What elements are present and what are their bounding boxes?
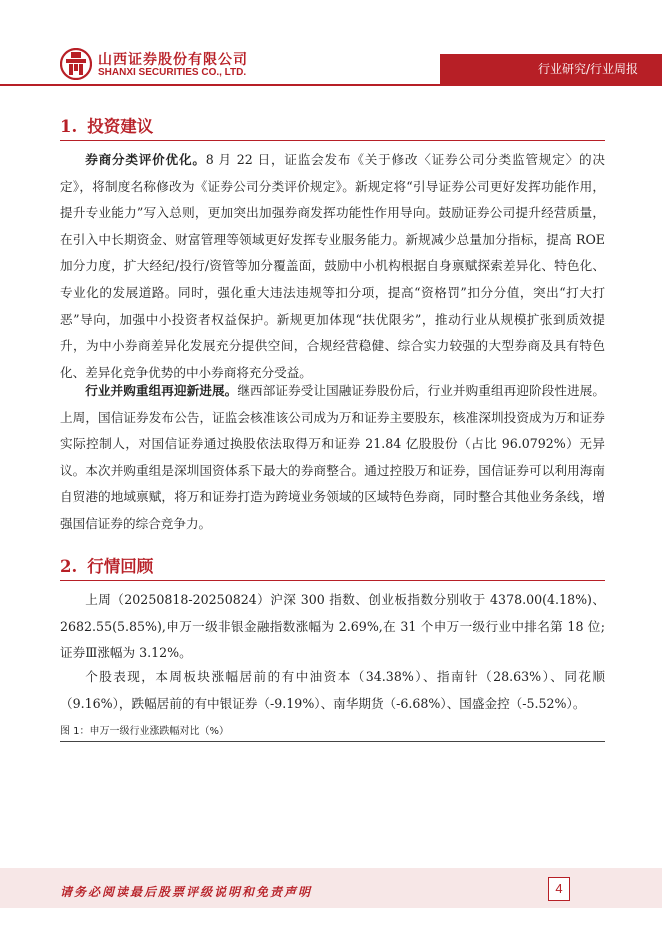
header-band [440, 54, 662, 84]
section-title-2 [60, 553, 153, 577]
paragraph: 个股表现，本周板块涨幅居前的有中油资本（34.38%）、指南针（28.63%）、同花顺（9.16%），跌幅居前的有中银证券（-9.19%）、南华期货（-6.68%）、国盛金控（-5.52%）。 [60, 669, 605, 711]
section-number: 1. [60, 117, 78, 136]
page-header [0, 0, 662, 90]
paragraph-body: 8 月 22 日，证监会发布《关于修改〈证券公司分类监管规定〉的决定》，将制度名称修改为《证券公司分类评价规定》。新规定将“引导证券公司更好发挥功能作用，提升专业能力”写入总则，更加突出加强券商发挥功能性作用导向。鼓励证券公司提升经营质量，在引入中长期资金、财富管理等领域更好发挥专业服务能力。新规减少总量加分指标，提高 ROE 加分力度，扩大经纪/投行/资管等加分覆盖面，鼓励中小机构根据自身禀赋探索差异化、特色化、专业化的发展道路。同时，强化重大违法违规等扣分项，提高“资格罚”扣分分值，突出“打大打恶”导向，加强中小投资者权益保护。新规更加体现“扶优限劣”，推动行业从规模扩张到质效提升，为中小券商差异化发展充分提供空间，合规经营稳健、综合实力较强的大型券商及具有特色化、差异化竞争优势的中小券商将充分受益。 [60, 152, 605, 380]
footer-disclaimer: 请务必阅读最后股票评级说明和免责声明 [60, 885, 313, 899]
report-type: 行业研究/行业周报 [537, 62, 638, 76]
section-title-1 [60, 113, 153, 137]
company-name-cn: 山西证券股份有限公司 [98, 52, 248, 68]
company-logo-icon [60, 48, 92, 80]
section-number: 2. [60, 557, 78, 576]
company-name-en: SHANXI SECURITIES CO., LTD. [98, 67, 247, 78]
page-number: 4 [548, 877, 570, 901]
paragraph [60, 378, 605, 538]
figure-divider [60, 741, 605, 742]
figure-caption: 图 1：申万一级行业涨跌幅对比（%） [60, 726, 230, 737]
section-title-text: 行情回顾 [87, 557, 154, 576]
paragraph [60, 147, 605, 386]
section-divider [60, 580, 605, 581]
paragraph-lead: 券商分类评价优化。 [85, 152, 206, 167]
paragraph: 上周（20250818-20250824）沪深 300 指数、创业板指数分别收于 4378.00(4.18%)、2682.55(5.85%),申万一级非银金融指数涨幅为 2.69%,在 31 个申万一级行业中排名第 18 位;证券Ⅲ涨幅为 3.12%。 [60, 592, 605, 661]
header-divider [0, 84, 662, 86]
paragraph-body: 继西部证券受让国融证券股份后，行业并购重组再迎阶段性进展。上周，国信证券发布公告，证监会核准该公司成为万和证券主要股东，核准深圳投资成为万和证券实际控制人，对国信证券通过换股依法取得万和证券 21.84 亿股股份（占比 96.0792%）无异议。本次并购重组是深圳国资体系下最大的券商整合。通过控股万和证券，国信证券可以利用海南自贸港的地域禀赋，将万和证券打造为跨境业务领域的区域特色券商，同时整合其他业务条线，增强国信证券的综合竞争力。 [60, 383, 606, 531]
paragraph-lead: 行业并购重组再迎新进展。 [85, 383, 238, 398]
section-title-text: 投资建议 [87, 117, 154, 136]
section-divider [60, 140, 605, 141]
